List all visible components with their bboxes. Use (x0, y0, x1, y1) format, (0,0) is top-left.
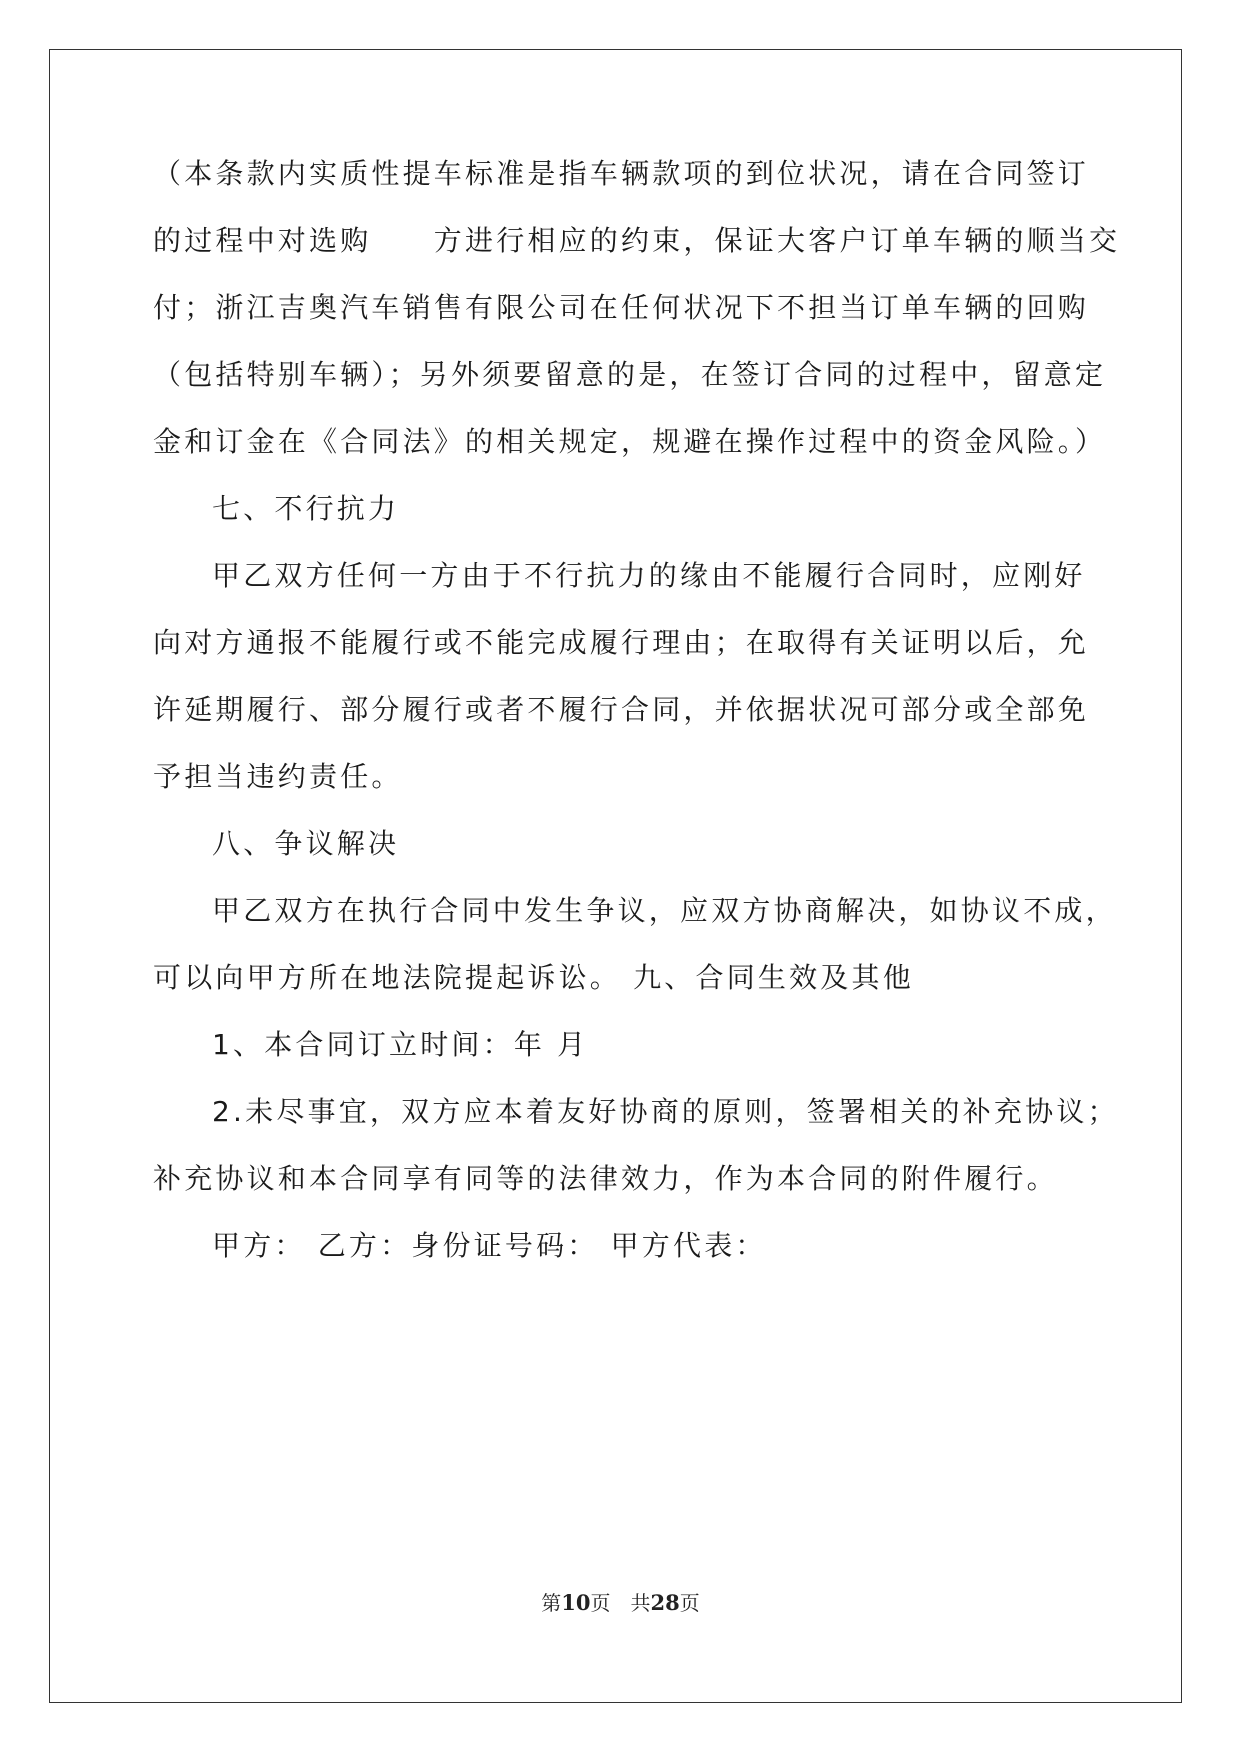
body-line-5: 金和订金在《合同法》的相关规定，规避在操作过程中的资金风险。） (153, 425, 1107, 458)
body-line-13: 可以向甲方所在地法院提起诉讼。 九、合同生效及其他 (153, 961, 914, 994)
body-line-7: 甲乙双方任何一方由于不行抗力的缘由不能履行合同时，应刚好 (212, 559, 1086, 592)
body-line-8: 向对方通报不能履行或不能完成履行理由；在取得有关证明以后，允 (153, 626, 1090, 659)
page-prefix: 第 (541, 1591, 562, 1615)
body-line-9: 许延期履行、部分履行或者不履行合同，并依据状况可部分或全部免 (153, 693, 1090, 726)
section-heading-force-majeure: 七、不行抗力 (212, 492, 400, 525)
body-line-15: 2.未尽事宜，双方应本着友好协商的原则，签署相关的补充协议； (212, 1095, 1119, 1128)
section-heading-dispute: 八、争议解决 (212, 827, 400, 860)
total-unit: 页 (679, 1591, 700, 1615)
body-line-16: 补充协议和本合同享有同等的法律效力，作为本合同的附件履行。 (153, 1162, 1058, 1195)
body-line-10: 予担当违约责任。 (153, 760, 403, 793)
body-line-14: 1、本合同订立时间：年 月 (212, 1028, 589, 1061)
body-line-1: （本条款内实质性提车标准是指车辆款项的到位状况，请在合同签订 (153, 157, 1090, 190)
page-number: 10 (561, 1590, 591, 1615)
body-line-4: （包括特别车辆）；另外须要留意的是，在签订合同的过程中，留意定 (153, 358, 1107, 391)
signature-line: 甲方： 乙方：身份证号码： 甲方代表： (212, 1229, 767, 1262)
page-unit: 页 (590, 1591, 611, 1615)
total-pages: 28 (650, 1590, 680, 1615)
body-line-3: 付；浙江吉奥汽车销售有限公司在任何状况下不担当订单车辆的回购 (153, 291, 1090, 324)
body-line-12: 甲乙双方在执行合同中发生争议，应双方协商解决，如协议不成， (212, 894, 1117, 927)
page-footer (0, 1589, 1241, 1617)
body-line-2: 的过程中对选购 方进行相应的约束，保证大客户订单车辆的顺当交 (153, 224, 1121, 257)
total-prefix: 共 (630, 1591, 651, 1615)
